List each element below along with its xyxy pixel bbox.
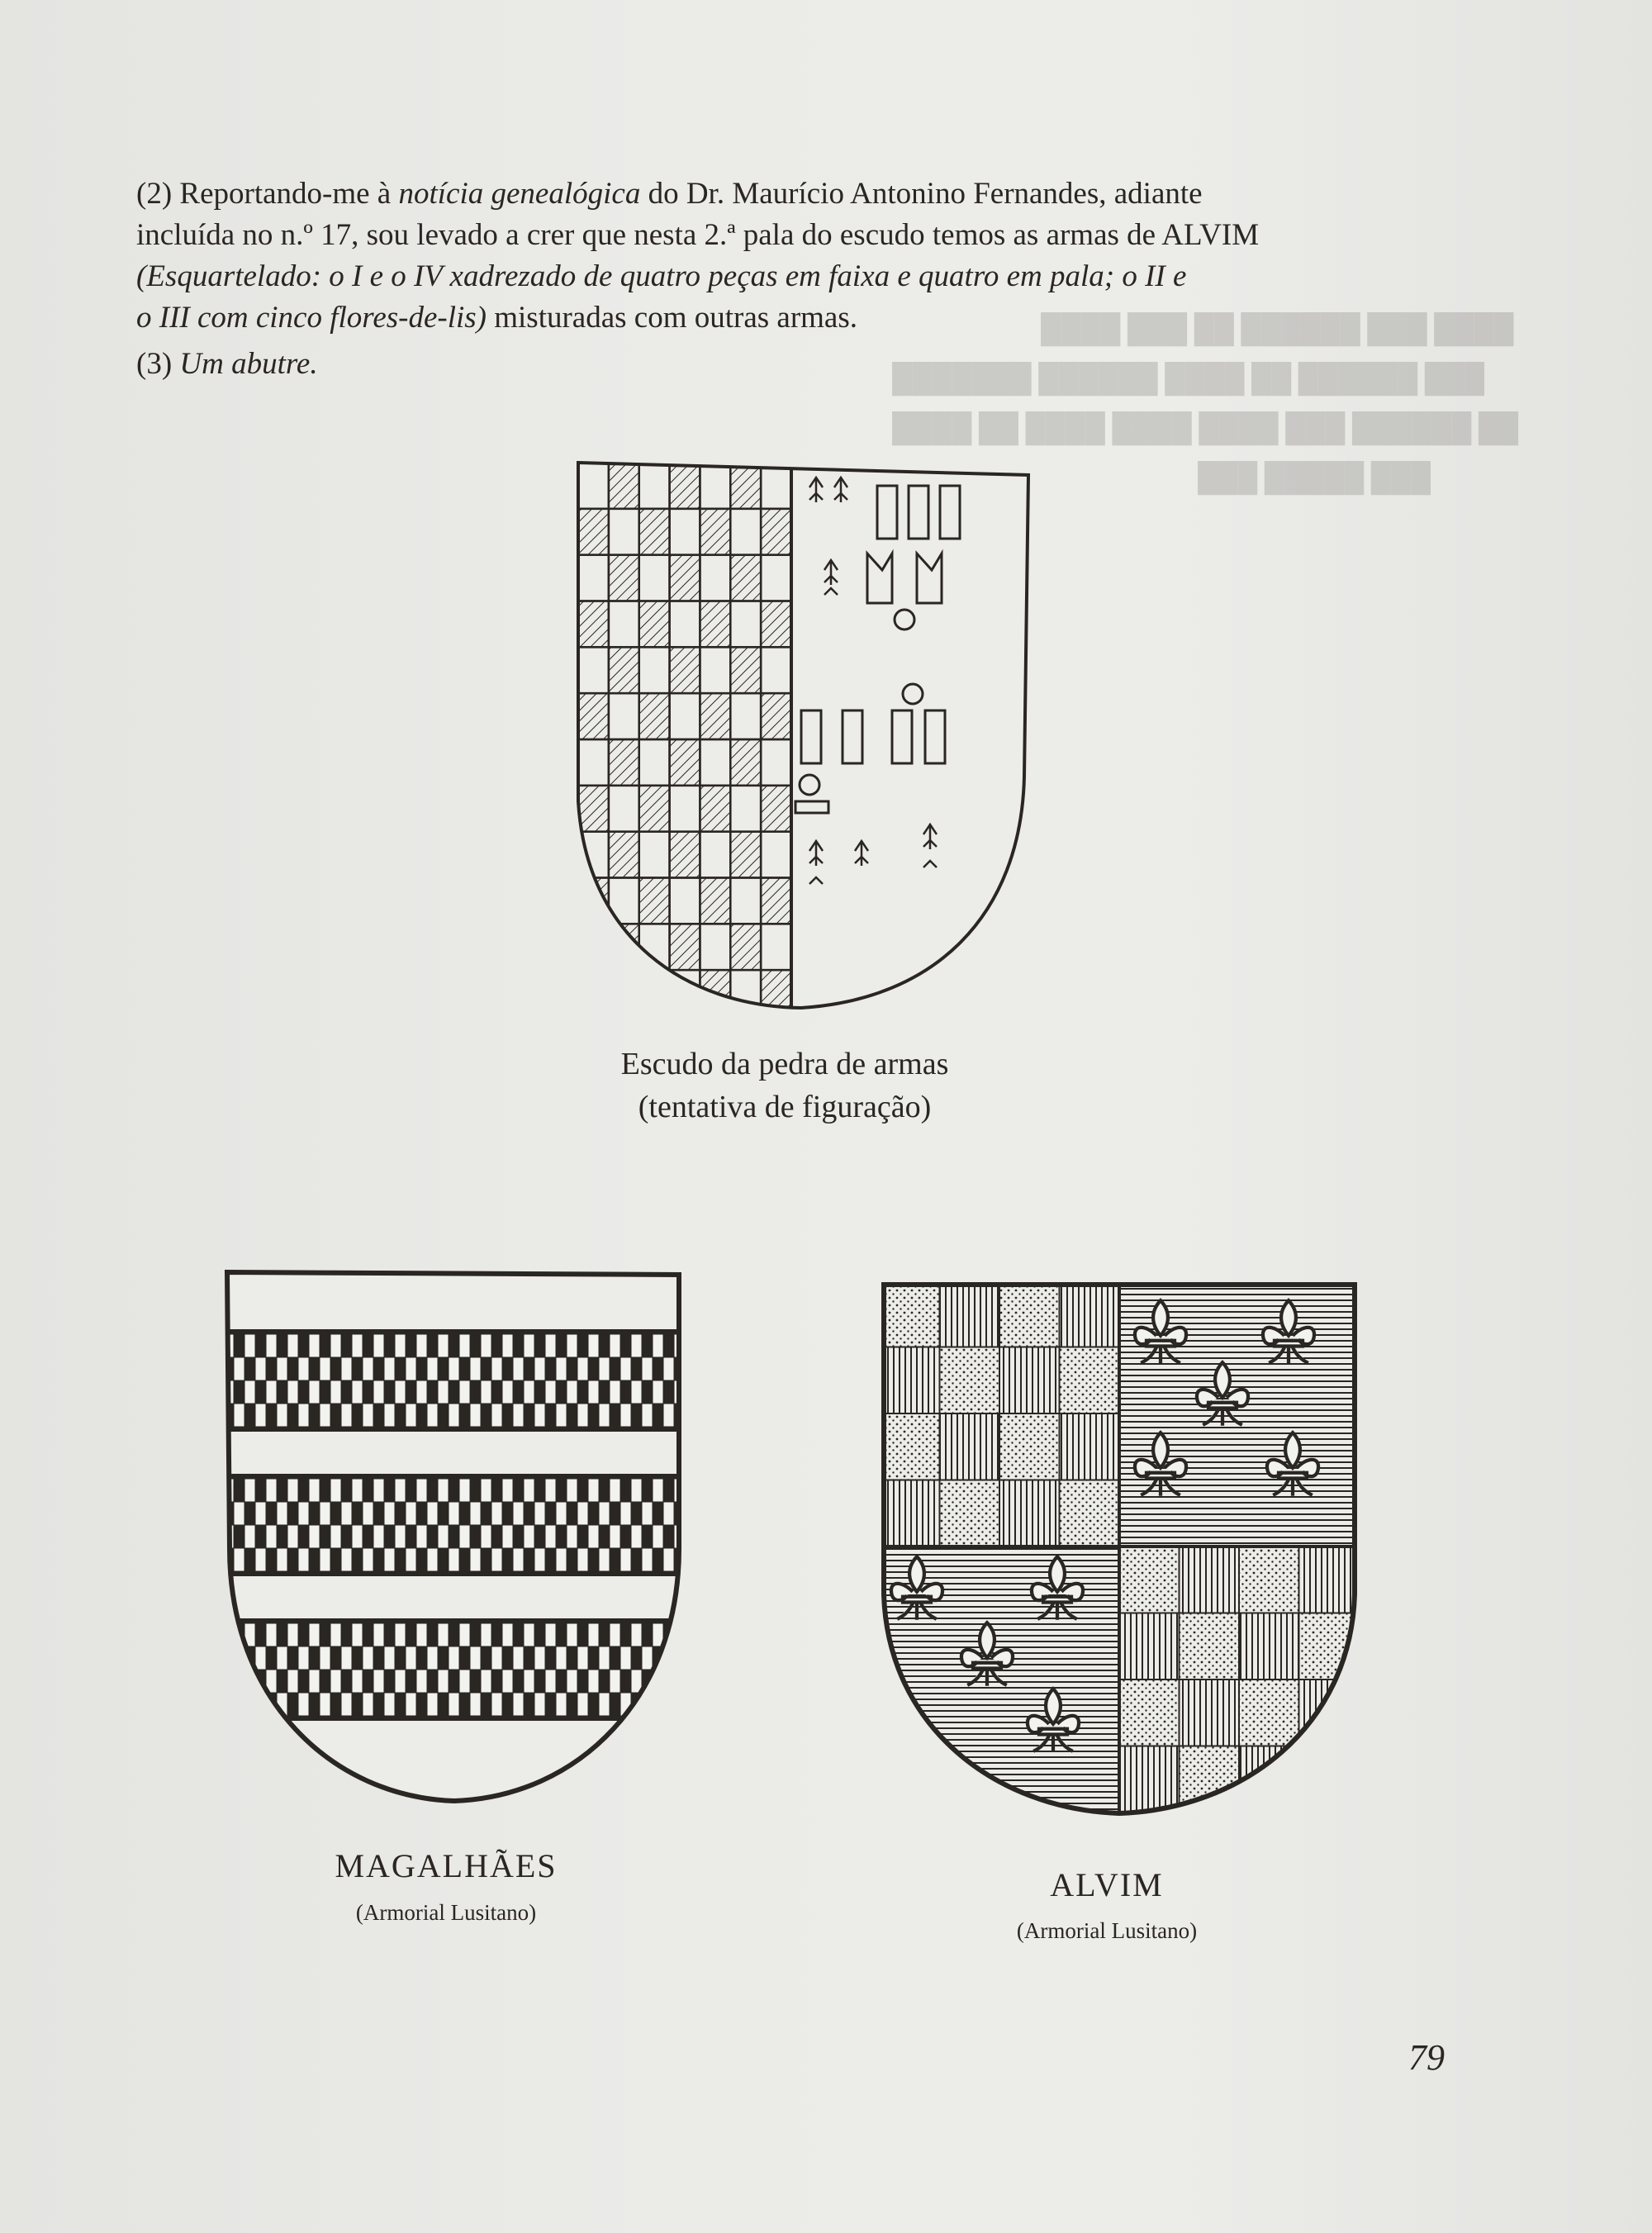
show-through-text: ██ ██████ ███ ████ ████ ████ ██ ████ <box>892 413 1519 444</box>
caption-line-2: (tentativa de figuração) <box>638 1090 932 1124</box>
show-through-text: ████ ███ ██████ ██ ███ ████ <box>1041 314 1514 344</box>
arms-name-alvim: ALVIM <box>1050 1866 1164 1903</box>
footnote-number: (3) <box>136 347 173 381</box>
caption-line-1: Escudo da pedra de armas <box>620 1047 949 1081</box>
alvim-coat-of-arms <box>880 1280 1359 1817</box>
footnote-number: (2) <box>136 177 173 211</box>
stone-coat-of-arms-drawing <box>562 454 1041 1016</box>
arms-name-magalhaes: MAGALHÃES <box>335 1847 558 1884</box>
magalhaes-coat-of-arms <box>223 1268 686 1805</box>
arms-source-magalhaes: (Armorial Lusitano) <box>355 1900 537 1925</box>
page-number: 79 <box>1408 2037 1445 2078</box>
footnote-3: (3) Um abutre. <box>136 347 318 381</box>
figure-caption <box>463 1043 1107 1128</box>
show-through-text: ███ █████ ███ <box>1198 463 1431 493</box>
arms-source-alvim: (Armorial Lusitano) <box>1016 1918 1198 1943</box>
footnote-2: (2) Reportando-me à notícia genealógica do Dr. Maurício Antonino Fernandes, adiante incluída no n.º 17, sou levado a crer que nesta 2.ª pala do escudo temos as armas de ALVIM (Esquartelado: o I e o IV xadrezado de quatro peças em faixa e quatro em pala; o II e o III com cinco flores-de-lis) misturadas com outras armas. <box>136 177 1260 335</box>
show-through-text: ███ ██████ ██ ████ ██████ ███████ <box>892 363 1484 394</box>
